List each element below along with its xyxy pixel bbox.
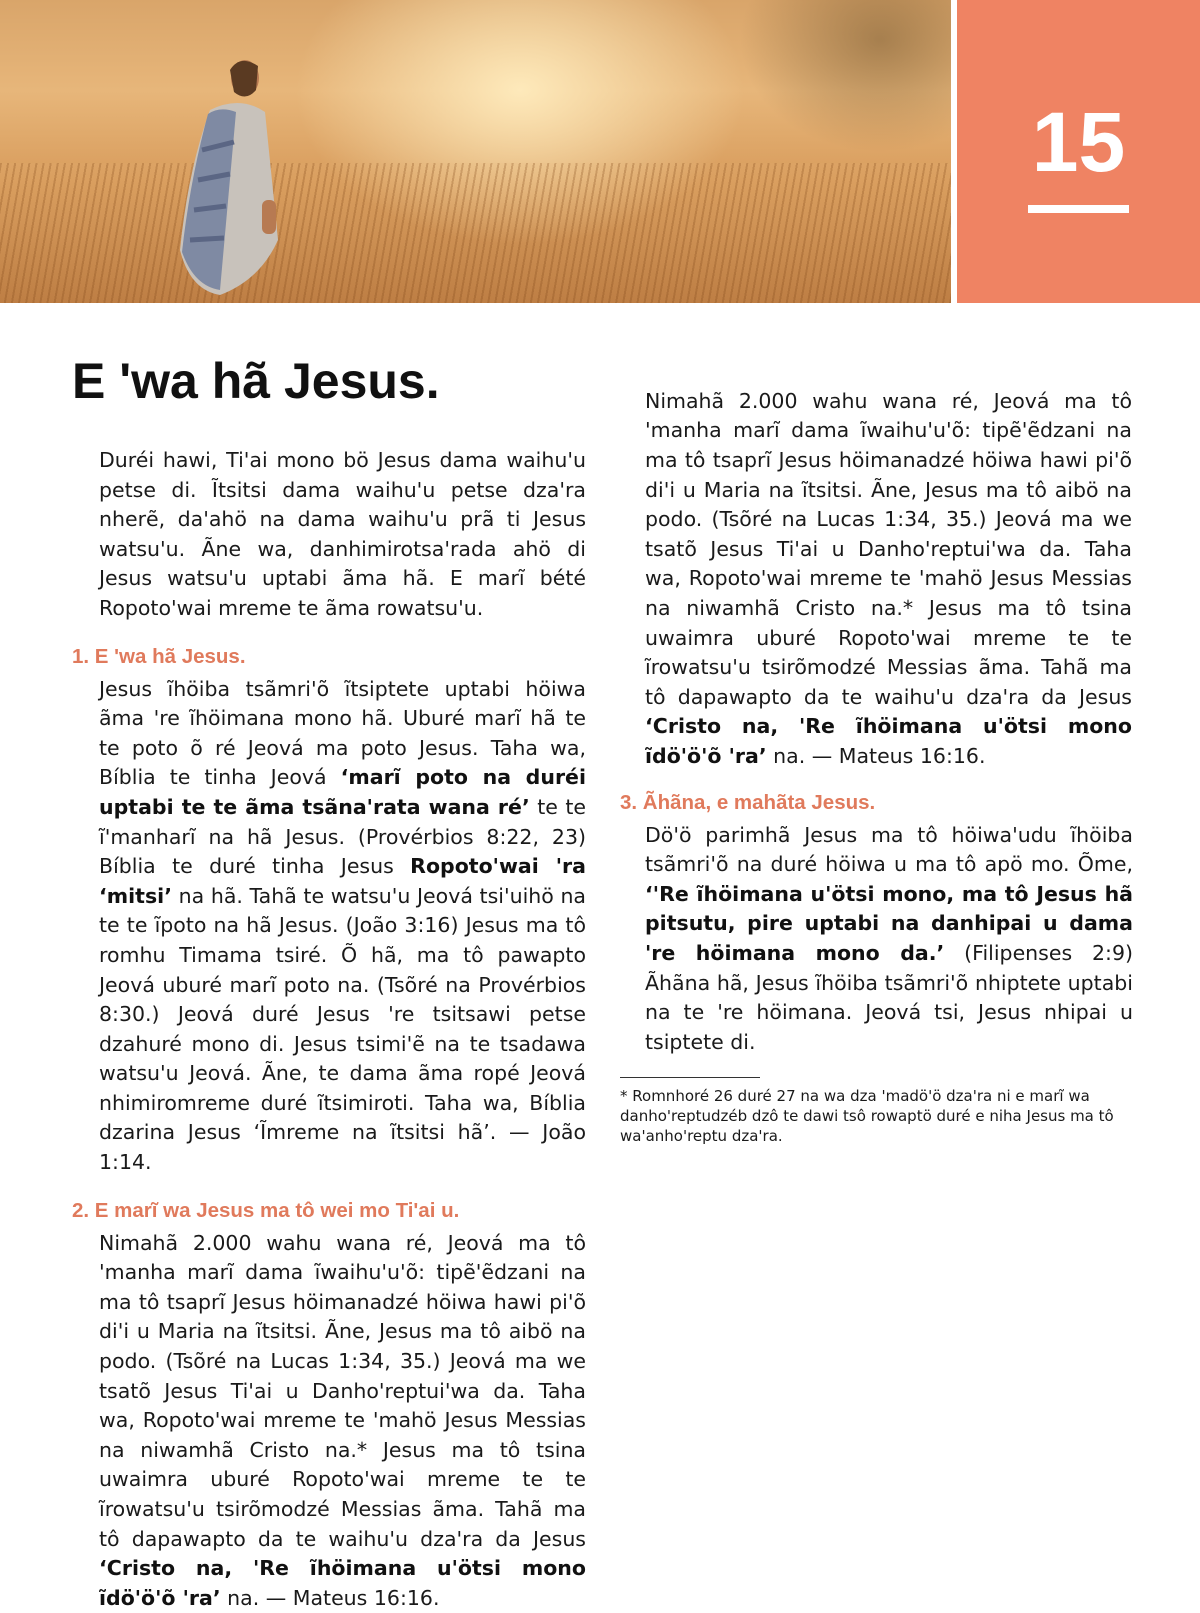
text-run: (Filipenses 2:9) Ãhãna hã, Jesus ĩhöiba tsãmri'õ nhiptete uptabi na te 're höimana. Jeová tsi, Jesus nhipai u tsiptete di. bbox=[645, 940, 1134, 1054]
footnote: * Romnhoré 26 duré 27 na wa dza 'madö'ö dza'ra ni e marĩ wa danho'reptudzéb dzô te dawi tsô rowaptö duré e niha Jesus ma tô wa'anho'reptu dza'ra. bbox=[620, 1087, 1114, 1146]
section-3-heading: 3. Ãhãna, e mahãta Jesus. bbox=[620, 790, 876, 814]
right-column bbox=[620, 388, 1134, 1146]
field-grass bbox=[0, 163, 951, 303]
text-run: na hã. Tahã te watsu'u Jeová tsi'uihö na te te ĩpoto na hã Jesus. (João 3:16) Jesus ma tô romhu Timama tsiré. Õ hã, ma tô pawapto Jeová uburé marĩ poto na. (Tsõré na Provérbios 8:30.) Jeová duré Jesus 're tsitsawi petse dzahuré mono di. Jesus tsimi'ẽ na te tsadawa watsu'u Jeová. Ãne, te dama ãma ropé Jeová nhimiromreme duré ĩtsimiroti. Taha wa, Bíblia dzarina Jesus ‘Ĩmreme na ĩtsitsi hã’. — João 1:14. bbox=[99, 883, 586, 1175]
bold-quote: ‘Cristo na, 'Re ĩhöimana u'ötsi mono ĩdö'ö'õ 'ra’ bbox=[99, 1556, 586, 1610]
text-run: te te ĩ'manharĩ na hã Jesus. (Provérbios 8:22, 23) Bíblia te duré tinha Jesus bbox=[99, 794, 586, 879]
bold-quote: ‘marĩ poto na duréi uptabi te te ãma tsãna'rata wana ré’ bbox=[99, 765, 586, 819]
chapter-number: 15 bbox=[1031, 95, 1126, 189]
section-2-paragraph-start bbox=[72, 1229, 586, 1610]
intro-paragraph: Duréi hawi, Ti'ai mono bö Jesus dama waihu'u petse di. Ĩtsitsi dama waihu'u petse dza'ra nherẽ, da'ahö na dama waihu'u prã ti Jesus watsu'u. Ãne wa, danhimirotsa'rada ahö di Jesus watsu'u uptabi ãma hã. E marĩ bété Ropoto'wai mreme te ãma rowatsu'u. bbox=[99, 448, 586, 620]
text-run: Nimahã 2.000 wahu wana ré, Jeová ma tô 'manha marĩ dama ĩwaihu'u'õ: tipẽ'ẽdzani na ma tô tsaprĩ Jesus höimanadzé höiwa hawi pi'õ di'i u Maria na ĩtsitsi. Ãne, Jesus ma tô aibö na podo. (Tsõré na Lucas 1:34, 35.) Jeová ma we tsatõ Jesus Ti'ai u Danho'reptui'wa da. Taha wa, Ropoto'wai mreme te 'mahö Jesus Messias na niwamhã Cristo na.* Jesus ma tô tsina uwaimra uburé Ropoto'wai mreme te te ĩrowatsu'u tsirõmodzé Messias ãma. Tahã ma tô dapawapto da te waihu'u dza'ra da Jesus bbox=[99, 1230, 586, 1551]
left-column bbox=[72, 446, 586, 1610]
chapter-underline bbox=[1028, 205, 1129, 213]
text-run: na. — Mateus 16:16. bbox=[766, 743, 986, 768]
section-2-paragraph-cont bbox=[618, 387, 1132, 772]
text-run: Jesus ĩhöiba tsãmri'õ ĩtsiptete uptabi höiwa ãma 're ĩhöimana mono hã. Uburé marĩ hã te te poto õ ré Jeová ma poto Jesus. Taha wa, Bíblia te tinha Jeová bbox=[99, 676, 586, 790]
header-photo bbox=[0, 0, 951, 303]
section-2-heading: 2. E marĩ wa Jesus ma tô wei mo Ti'ai u. bbox=[72, 1198, 460, 1222]
section-1-heading: 1. E 'wa hã Jesus. bbox=[72, 644, 246, 668]
section-2-text-start bbox=[99, 1231, 586, 1610]
section-3-paragraph bbox=[620, 821, 1133, 1058]
chapter-number-box bbox=[957, 0, 1200, 303]
walking-man-figure bbox=[150, 40, 290, 303]
bold-quote: Ropoto'wai 'ra ‘mitsi’ bbox=[99, 854, 586, 908]
text-run: Nimahã 2.000 wahu wana ré, Jeová ma tô 'manha marĩ dama ĩwaihu'u'õ: tipẽ'ẽdzani na ma tô tsaprĩ Jesus höimanadzé höiwa hawi pi'õ di'i u Maria na ĩtsitsi. Ãne, Jesus ma tô aibö na podo. (Tsõré na Lucas 1:34, 35.) Jeová ma we tsatõ Jesus Ti'ai u Danho'reptui'wa da. Taha wa, Ropoto'wai mreme te 'mahö Jesus Messias na niwamhã Cristo na.* Jesus ma tô tsina uwaimra uburé Ropoto'wai mreme te te ĩrowatsu'u tsirõmodzé Messias ãma. Tahã ma tô dapawapto da te waihu'u dza'ra da Jesus bbox=[645, 388, 1132, 709]
page-title: E 'wa hã Jesus. bbox=[72, 353, 440, 409]
text-run: Dö'ö parimhã Jesus ma tô höiwa'udu ĩhöiba tsãmri'õ na duré höiwa u ma tô apö mo. Õme, bbox=[645, 822, 1133, 877]
text-run: na. — Mateus 16:16. bbox=[220, 1585, 440, 1610]
footnote-rule bbox=[620, 1077, 760, 1078]
section-1-paragraph bbox=[72, 675, 586, 1178]
bold-quote: ‘'Re ĩhöimana u'ötsi mono, ma tô Jesus hã pitsutu, pire uptabi na danhipai u dama 're höimana mono da.’ bbox=[645, 881, 1133, 965]
section-2-continuation bbox=[620, 387, 1133, 772]
bold-quote: ‘Cristo na, 'Re ĩhöimana u'ötsi mono ĩdö'ö'õ 'ra’ bbox=[645, 714, 1132, 768]
